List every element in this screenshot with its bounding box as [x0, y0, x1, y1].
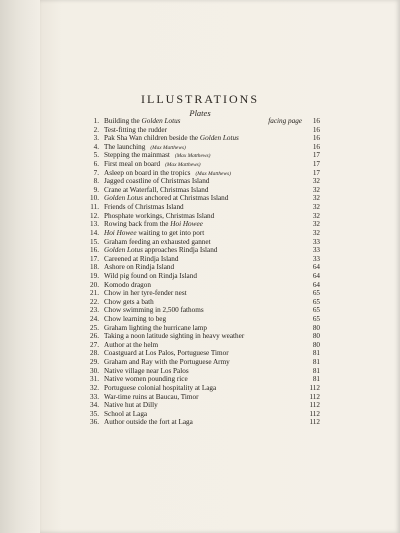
plate-title-text: Chow gets a bath: [104, 297, 154, 306]
plate-title-text: anchored at Christmas Island: [142, 194, 229, 203]
facing-page-label: facing page: [268, 117, 302, 125]
plate-number: 2.: [93, 125, 99, 134]
plate-title-text: Author outside the fort at Laga: [104, 418, 193, 427]
plate-number: 12.: [90, 211, 99, 220]
page-number: 17: [312, 151, 320, 160]
list-item: [86, 306, 320, 315]
plate-title-text: Crane at Waterfall, Christmas Island: [104, 185, 209, 194]
plate-number: 14.: [90, 228, 99, 237]
plate-title: [104, 367, 189, 376]
list-item: [86, 272, 320, 281]
page-subtitle: Plates: [189, 108, 211, 118]
plate-number: 23.: [90, 306, 99, 315]
list-item: [86, 203, 320, 212]
plate-title: [104, 246, 217, 255]
list-item: [86, 315, 320, 324]
list-item: [86, 134, 320, 143]
plate-number: 8.: [93, 177, 99, 186]
plate-title-text: First meal on board: [104, 160, 161, 169]
plate-number: 6.: [93, 160, 99, 169]
plate-title-text: The launching: [104, 142, 146, 151]
list-item: [86, 255, 320, 264]
plate-number: 7.: [93, 168, 99, 177]
page-number: 16: [312, 142, 320, 151]
plate-title: [104, 341, 158, 350]
plate-number: 17.: [90, 254, 99, 263]
page-number: 16: [312, 125, 320, 134]
list-item: [86, 143, 320, 152]
plate-number: 1.: [93, 117, 99, 125]
page-number: 81: [312, 375, 320, 384]
list-item: [86, 212, 320, 221]
list-item: [86, 169, 320, 178]
plate-title-text: Ashore on Rindja Island: [104, 263, 175, 272]
plate-title-text: Chow in her tyre-fender nest: [104, 289, 187, 298]
plates-list: [86, 117, 320, 427]
plate-title-text: Building the: [104, 117, 142, 125]
plate-title-text: Taking a noon latitude sighting in heavy weather: [104, 332, 245, 341]
plate-title: [104, 349, 229, 358]
list-item: [86, 332, 320, 341]
list-item: [86, 126, 320, 135]
page-number: 33: [312, 254, 320, 263]
list-item: [86, 410, 320, 419]
plate-title: [104, 384, 216, 393]
list-item: [86, 281, 320, 290]
plate-title: [104, 324, 207, 333]
page-number: 16: [312, 134, 320, 143]
plate-title-text: Native hut at Dilly: [104, 401, 158, 410]
plate-title: [104, 315, 166, 324]
plate-title-text: Portuguese colonial hospitality at Laga: [104, 383, 217, 392]
list-item: [86, 298, 320, 307]
plate-number: 26.: [90, 332, 99, 341]
plate-number: 4.: [93, 142, 99, 151]
plate-number: 32.: [90, 383, 99, 392]
plate-title: [104, 177, 209, 186]
page-number: 64: [312, 280, 320, 289]
plate-title-text: Asleep on board in the tropics: [104, 168, 191, 177]
list-item: [86, 246, 320, 255]
list-item: [86, 324, 320, 333]
plate-title-text: Stepping the mainmast: [104, 151, 170, 160]
plate-number: 36.: [90, 418, 99, 427]
plate-number: 20.: [90, 280, 99, 289]
plate-number: 31.: [90, 375, 99, 384]
plate-title: [104, 410, 147, 419]
plate-number: 27.: [90, 340, 99, 349]
photo-credit: (Max Matthews): [165, 162, 201, 169]
photo-credit: (Max Matthews): [150, 144, 186, 151]
plate-number: 29.: [90, 358, 99, 367]
plate-title: [104, 263, 174, 272]
plate-title-text: Komodo dragon: [104, 280, 151, 289]
plate-title: [104, 186, 208, 195]
page-number: 64: [312, 271, 320, 280]
page-number: 32: [312, 203, 320, 212]
plate-title: [104, 401, 158, 410]
plate-number: 18.: [90, 263, 99, 272]
page-number: 112: [309, 401, 320, 410]
plate-title-text: Wild pig found on Rindja Island: [104, 271, 197, 280]
page-number: 32: [312, 211, 320, 220]
plate-title-text: Test-fitting the rudder: [104, 125, 167, 134]
plate-title: [104, 212, 214, 221]
plate-title-text: Phosphate workings, Christmas Island: [104, 211, 215, 220]
plate-title-text: Chow swimming in 2,500 fathoms: [104, 306, 204, 315]
plate-number: 13.: [90, 220, 99, 229]
plate-title-text: waiting to get into port: [136, 228, 205, 237]
page-number: 81: [312, 366, 320, 375]
plate-number: 19.: [90, 271, 99, 280]
plate-title: [104, 229, 204, 238]
plate-number: 3.: [93, 134, 99, 143]
plate-number: 33.: [90, 392, 99, 401]
list-item: [86, 186, 320, 195]
plate-title-text: Native women pounding rice: [104, 375, 188, 384]
page-number: 112: [309, 383, 320, 392]
plate-title: [104, 117, 180, 126]
page-number: 32: [312, 220, 320, 229]
list-item: [86, 375, 320, 384]
page-number: 80: [312, 332, 320, 341]
page-number: 65: [312, 315, 320, 324]
plate-title-vessel-name: Golden Lotus: [141, 117, 181, 125]
plate-title-text: School at Laga: [104, 409, 148, 418]
plate-number: 16.: [90, 246, 99, 255]
plate-title: [104, 203, 184, 212]
list-item: [86, 263, 320, 272]
page-title: ILLUSTRATIONS: [141, 92, 259, 106]
list-item: [86, 151, 320, 160]
page-number: 17: [312, 160, 320, 169]
plate-title: [104, 238, 211, 247]
plate-title-vessel-name: Golden Lotus: [104, 246, 143, 255]
plate-title-text: War-time ruins at Baucau, Timor: [104, 392, 199, 401]
plate-title-text: Author at the helm: [104, 340, 159, 349]
list-item: [86, 229, 320, 238]
plate-title: [104, 298, 154, 307]
plate-number: 15.: [90, 237, 99, 246]
plate-number: 30.: [90, 366, 99, 375]
list-item: [86, 341, 320, 350]
list-item: [86, 358, 320, 367]
page-number: 112: [309, 409, 320, 418]
plate-title: [104, 134, 239, 143]
page-number: 65: [312, 306, 320, 315]
plate-number: 28.: [90, 349, 99, 358]
list-item: [86, 117, 320, 126]
plate-title-text: Friends of Christmas Island: [104, 203, 184, 212]
page-number: 32: [312, 194, 320, 203]
list-item: [86, 367, 320, 376]
page-number: 64: [312, 263, 320, 272]
plate-title: [104, 358, 230, 367]
plate-title: [104, 418, 193, 427]
plate-title-vessel-name: Golden Lotus: [199, 134, 239, 143]
page-number: 81: [312, 358, 320, 367]
plate-title-text: Coastguard at Los Palos, Portuguese Timor: [104, 349, 229, 358]
plate-title-text: Graham lighting the hurricane lamp: [104, 323, 207, 332]
photo-credit: (Max Matthews): [174, 153, 211, 160]
page-number: 65: [312, 289, 320, 298]
plate-title-text: approaches Rindja Island: [142, 246, 218, 255]
page-number: 81: [312, 349, 320, 358]
plate-title-vessel-name: Hoi Howee: [104, 228, 137, 237]
page-number: 80: [312, 340, 320, 349]
plate-title: [104, 306, 204, 315]
page-number: 32: [312, 228, 320, 237]
list-item: [86, 177, 320, 186]
plate-title-text: Jagged coastline of Christmas Island: [104, 177, 210, 186]
plate-title-text: Native village near Los Palos: [104, 366, 189, 375]
plate-title: [104, 332, 244, 341]
plate-title: [104, 255, 178, 264]
list-item: [86, 418, 320, 427]
plate-title-text: Pak Sha Wan children beside the: [104, 134, 200, 143]
plate-number: 9.: [93, 185, 99, 194]
plate-title: [104, 126, 167, 135]
plate-number: 35.: [90, 409, 99, 418]
plate-title-text: Careened at Rindja Island: [104, 254, 179, 263]
list-item: [86, 289, 320, 298]
plate-number: 25.: [90, 323, 99, 332]
plate-number: 34.: [90, 401, 99, 410]
page-number: 33: [312, 237, 320, 246]
page-number: 80: [312, 323, 320, 332]
plate-number: 22.: [90, 297, 99, 306]
photo-credit: (Max Matthews): [195, 170, 231, 177]
plate-title: [104, 194, 228, 203]
page-number: 112: [309, 418, 320, 427]
list-item: [86, 160, 320, 169]
plate-title-vessel-name: Hoi Howee: [170, 220, 203, 229]
page-number: 17: [312, 168, 320, 177]
page-number: 33: [312, 246, 320, 255]
list-item: [86, 349, 320, 358]
plate-number: 11.: [90, 203, 99, 212]
plate-title-vessel-name: Golden Lotus: [104, 194, 143, 203]
plate-title-text: Chow learning to beg: [104, 315, 167, 324]
list-item: [86, 220, 320, 229]
list-item: [86, 401, 320, 410]
plate-title: [104, 375, 188, 384]
plate-title-text: Graham feeding an exhausted gannet: [104, 237, 211, 246]
plate-number: 5.: [93, 151, 99, 160]
plate-title: [104, 281, 151, 290]
list-item: [86, 393, 320, 402]
page-number: 65: [312, 297, 320, 306]
book-gutter: [0, 0, 42, 533]
page-number: 32: [312, 177, 320, 186]
page-number: 32: [312, 185, 320, 194]
list-item: [86, 238, 320, 247]
plate-title: [104, 393, 199, 402]
plate-title: [104, 220, 203, 229]
page-number: 16: [312, 117, 320, 125]
plate-number: 21.: [90, 289, 99, 298]
plate-title-text: Graham and Ray with the Portuguese Army: [104, 358, 230, 367]
plate-title-text: Rowing back from the: [104, 220, 171, 229]
plate-title: [104, 289, 187, 298]
plate-title: [104, 272, 197, 281]
list-item: [86, 384, 320, 393]
plate-number: 24.: [90, 315, 99, 324]
page-number: 112: [309, 392, 320, 401]
plate-number: 10.: [90, 194, 99, 203]
list-item: [86, 194, 320, 203]
